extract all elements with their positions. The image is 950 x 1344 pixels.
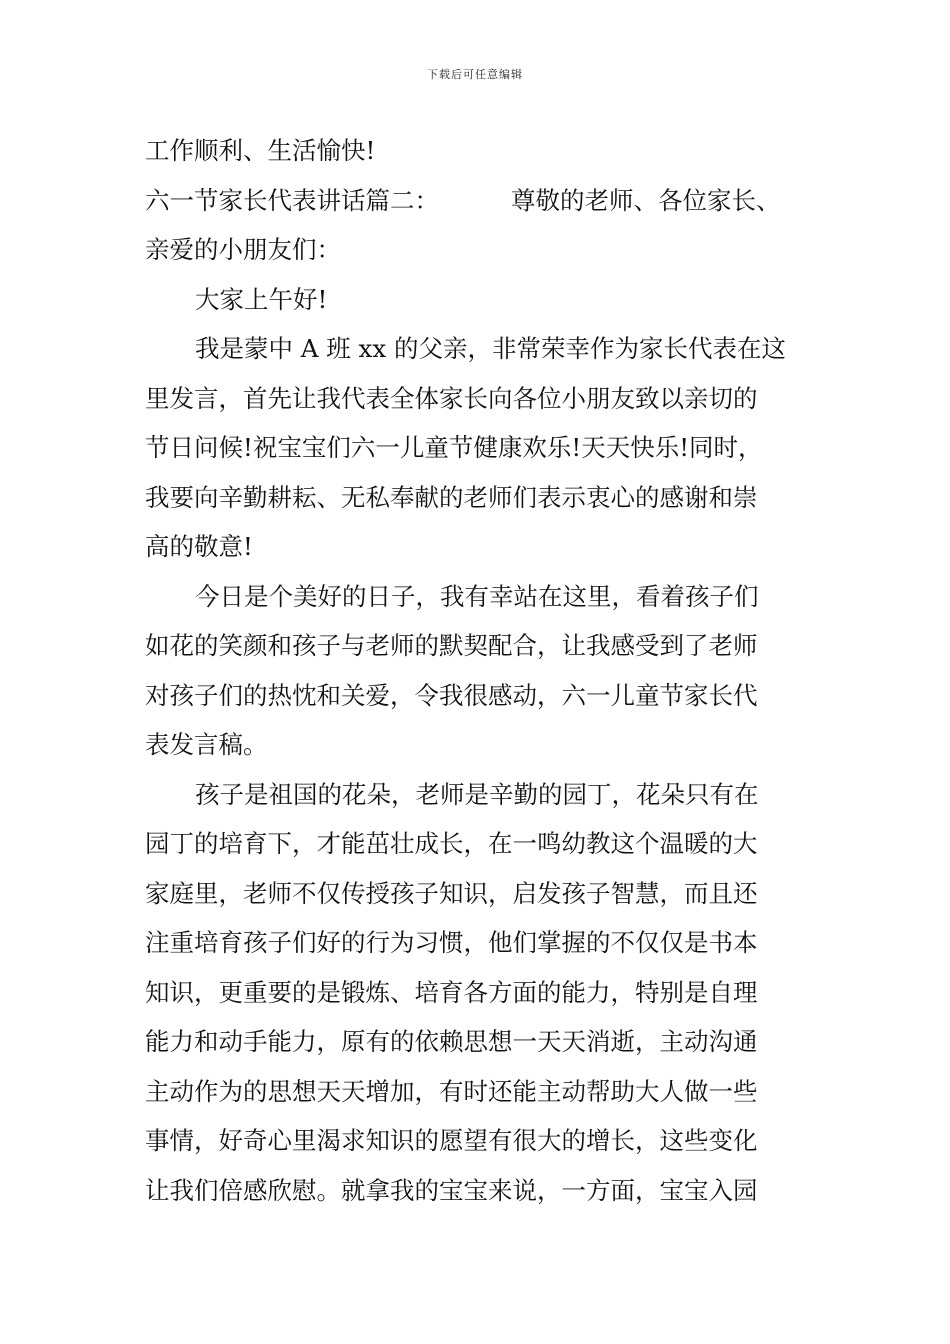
text-line: 我要向辛勤耕耘、无私奉献的老师们表示衷心的感谢和崇 [145, 482, 758, 512]
text-line: 事情，好奇心里渴求知识的愿望有很大的增长，这些变化 [145, 1126, 758, 1155]
text-line: 亲爱的小朋友们： [145, 235, 341, 264]
text-line: 能力和动手能力，原有的依赖思想一天天消逝，主动沟通 [145, 1027, 758, 1056]
text-line: 表发言稿。 [145, 730, 268, 759]
paragraph-first-line: 我是蒙中 A 班 xx 的父亲，非常荣幸作为家长代表在这 [195, 334, 786, 363]
text-line: 园丁的培育下，才能茁壮成长，在一鸣幼教这个温暖的大 [145, 829, 758, 858]
text-line: 工作顺利、生活愉快! [145, 136, 376, 165]
title-line [145, 176, 805, 226]
paragraph-first-line: 孩子是祖国的花朵，老师是辛勤的园丁，花朵只有在 [195, 779, 759, 809]
paragraph-first-line: 今日是个美好的日子，我有幸站在这里，看着孩子们 [195, 581, 759, 611]
text-line: 注重培育孩子们好的行为习惯，他们掌握的不仅仅是书本 [145, 928, 758, 957]
text-line: 让我们倍感欣慰。就拿我的宝宝来说，一方面，宝宝入园 [145, 1175, 758, 1205]
text-line: 对孩子们的热忱和关爱，令我很感动，六一儿童节家长代 [145, 680, 758, 710]
text-line: 如花的笑颜和孩子与老师的默契配合，让我感受到了老师 [145, 631, 758, 660]
salutation: 尊敬的老师、各位家长、 [511, 185, 781, 215]
text-line: 家庭里，老师不仅传授孩子知识，启发孩子智慧，而且还 [145, 878, 758, 908]
text-line: 节日问候!祝宝宝们六一儿童节健康欢乐!天天快乐!同时， [145, 433, 763, 462]
page-header-note: 下载后可任意编辑 [427, 68, 523, 81]
text-line: 里发言，首先让我代表全体家长向各位小朋友致以亲切的 [145, 383, 758, 413]
text-line: 高的敬意! [145, 532, 253, 561]
text-line: 主动作为的思想天天增加，有时还能主动帮助大人做一些 [145, 1076, 758, 1106]
text-line: 知识，更重要的是锻炼、培育各方面的能力，特别是自理 [145, 977, 758, 1007]
greeting-line: 大家上午好! [195, 284, 328, 314]
document-body [145, 126, 805, 1215]
section-title: 六一节家长代表讲话篇二： [145, 185, 439, 215]
